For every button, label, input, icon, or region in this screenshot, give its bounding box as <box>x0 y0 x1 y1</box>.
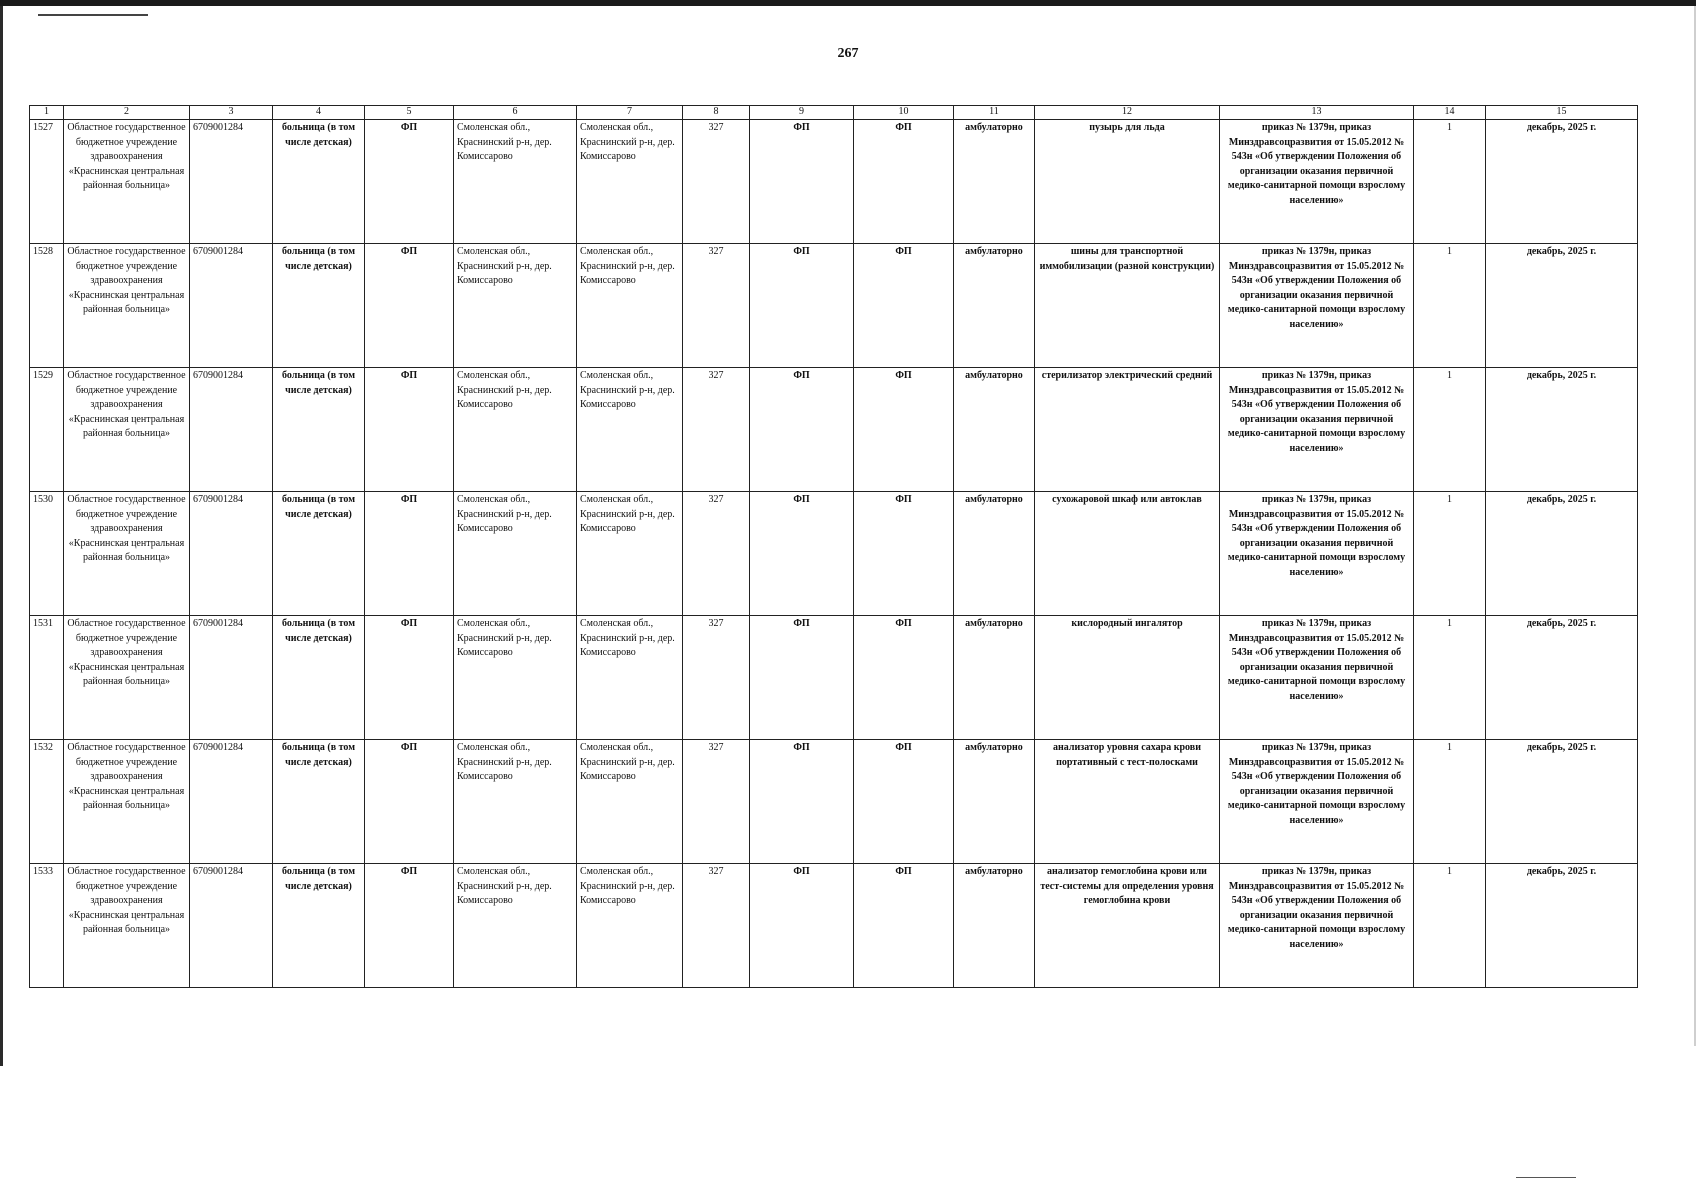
facility-type: больница (в том числе детская) <box>273 368 365 492</box>
table-row <box>30 368 1638 492</box>
legal-basis: приказ № 1379н, приказ Минздравсоцразвития от 15.05.2012 № 543н «Об утверждении Положения об организации оказания первичной медико-санитарной помощи взрослому населению» <box>1220 368 1414 492</box>
col9-value: ФП <box>750 492 854 616</box>
quantity: 1 <box>1414 368 1486 492</box>
unit-type: ФП <box>365 120 454 244</box>
col9-value: ФП <box>750 244 854 368</box>
address-primary: Смоленская обл., Краснинский р-н, дер. Комиссарово <box>454 368 577 492</box>
address-primary: Смоленская обл., Краснинский р-н, дер. Комиссарово <box>454 864 577 988</box>
legal-basis: приказ № 1379н, приказ Минздравсоцразвития от 15.05.2012 № 543н «Об утверждении Положения об организации оказания первичной медико-санитарной помощи взрослому населению» <box>1220 864 1414 988</box>
deadline: декабрь, 2025 г. <box>1486 368 1638 492</box>
col10-value: ФП <box>854 244 954 368</box>
row-number: 1530 <box>30 492 64 616</box>
row-number: 1528 <box>30 244 64 368</box>
column-header: 14 <box>1414 106 1486 120</box>
deadline: декабрь, 2025 г. <box>1486 864 1638 988</box>
quantity: 1 <box>1414 492 1486 616</box>
code: 327 <box>683 120 750 244</box>
inn: 6709001284 <box>190 864 273 988</box>
quantity: 1 <box>1414 120 1486 244</box>
registry-table <box>29 105 1638 988</box>
code: 327 <box>683 740 750 864</box>
code: 327 <box>683 244 750 368</box>
deadline: декабрь, 2025 г. <box>1486 616 1638 740</box>
col9-value: ФП <box>750 740 854 864</box>
facility-type: больница (в том числе детская) <box>273 120 365 244</box>
organization-name: Областное государственное бюджетное учреждение здравоохранения «Краснинская центральная районная больница» <box>64 244 190 368</box>
quantity: 1 <box>1414 616 1486 740</box>
column-header: 3 <box>190 106 273 120</box>
col9-value: ФП <box>750 864 854 988</box>
facility-type: больница (в том числе детская) <box>273 616 365 740</box>
col9-value: ФП <box>750 368 854 492</box>
column-header: 6 <box>454 106 577 120</box>
organization-name: Областное государственное бюджетное учреждение здравоохранения «Краснинская центральная районная больница» <box>64 740 190 864</box>
column-header: 4 <box>273 106 365 120</box>
address-secondary: Смоленская обл., Краснинский р-н, дер. Комиссарово <box>577 368 683 492</box>
unit-type: ФП <box>365 616 454 740</box>
col10-value: ФП <box>854 864 954 988</box>
code: 327 <box>683 492 750 616</box>
unit-type: ФП <box>365 864 454 988</box>
equipment: анализатор гемоглобина крови или тест-системы для определения уровня гемоглобина крови <box>1035 864 1220 988</box>
facility-type: больница (в том числе детская) <box>273 740 365 864</box>
legal-basis: приказ № 1379н, приказ Минздравсоцразвития от 15.05.2012 № 543н «Об утверждении Положения об организации оказания первичной медико-санитарной помощи взрослому населению» <box>1220 244 1414 368</box>
facility-type: больница (в том числе детская) <box>273 492 365 616</box>
inn: 6709001284 <box>190 492 273 616</box>
address-secondary: Смоленская обл., Краснинский р-н, дер. Комиссарово <box>577 492 683 616</box>
legal-basis: приказ № 1379н, приказ Минздравсоцразвития от 15.05.2012 № 543н «Об утверждении Положения об организации оказания первичной медико-санитарной помощи взрослому населению» <box>1220 120 1414 244</box>
organization-name: Областное государственное бюджетное учреждение здравоохранения «Краснинская центральная районная больница» <box>64 492 190 616</box>
table-row <box>30 740 1638 864</box>
equipment: стерилизатор электрический средний <box>1035 368 1220 492</box>
header-row <box>30 106 1638 120</box>
quantity: 1 <box>1414 864 1486 988</box>
scan-mark <box>38 14 148 18</box>
organization-name: Областное государственное бюджетное учреждение здравоохранения «Краснинская центральная районная больница» <box>64 616 190 740</box>
address-primary: Смоленская обл., Краснинский р-н, дер. Комиссарово <box>454 740 577 864</box>
row-number: 1533 <box>30 864 64 988</box>
column-header: 15 <box>1486 106 1638 120</box>
unit-type: ФП <box>365 244 454 368</box>
legal-basis: приказ № 1379н, приказ Минздравсоцразвития от 15.05.2012 № 543н «Об утверждении Положения об организации оказания первичной медико-санитарной помощи взрослому населению» <box>1220 616 1414 740</box>
row-number: 1527 <box>30 120 64 244</box>
care-mode: амбулаторно <box>954 244 1035 368</box>
quantity: 1 <box>1414 740 1486 864</box>
care-mode: амбулаторно <box>954 616 1035 740</box>
deadline: декабрь, 2025 г. <box>1486 492 1638 616</box>
table-row <box>30 864 1638 988</box>
table-row <box>30 492 1638 616</box>
column-header: 2 <box>64 106 190 120</box>
table-row <box>30 120 1638 244</box>
address-secondary: Смоленская обл., Краснинский р-н, дер. Комиссарово <box>577 740 683 864</box>
col10-value: ФП <box>854 740 954 864</box>
code: 327 <box>683 368 750 492</box>
row-number: 1529 <box>30 368 64 492</box>
col10-value: ФП <box>854 616 954 740</box>
equipment: сухожаровой шкаф или автоклав <box>1035 492 1220 616</box>
scan-mark <box>1516 1177 1576 1178</box>
column-header: 1 <box>30 106 64 120</box>
address-secondary: Смоленская обл., Краснинский р-н, дер. Комиссарово <box>577 616 683 740</box>
legal-basis: приказ № 1379н, приказ Минздравсоцразвития от 15.05.2012 № 543н «Об утверждении Положения об организации оказания первичной медико-санитарной помощи взрослому населению» <box>1220 492 1414 616</box>
equipment: шины для транспортной иммобилизации (разной конструкции) <box>1035 244 1220 368</box>
code: 327 <box>683 864 750 988</box>
inn: 6709001284 <box>190 244 273 368</box>
column-header: 11 <box>954 106 1035 120</box>
unit-type: ФП <box>365 368 454 492</box>
scan-edge-top <box>0 0 1696 6</box>
care-mode: амбулаторно <box>954 120 1035 244</box>
table-row <box>30 244 1638 368</box>
table-row <box>30 616 1638 740</box>
column-header: 5 <box>365 106 454 120</box>
col9-value: ФП <box>750 616 854 740</box>
unit-type: ФП <box>365 740 454 864</box>
column-header: 7 <box>577 106 683 120</box>
column-header: 10 <box>854 106 954 120</box>
inn: 6709001284 <box>190 368 273 492</box>
col10-value: ФП <box>854 368 954 492</box>
equipment: пузырь для льда <box>1035 120 1220 244</box>
deadline: декабрь, 2025 г. <box>1486 244 1638 368</box>
inn: 6709001284 <box>190 616 273 740</box>
page-number: 267 <box>837 46 859 61</box>
unit-type: ФП <box>365 492 454 616</box>
address-primary: Смоленская обл., Краснинский р-н, дер. Комиссарово <box>454 244 577 368</box>
organization-name: Областное государственное бюджетное учреждение здравоохранения «Краснинская центральная районная больница» <box>64 120 190 244</box>
col9-value: ФП <box>750 120 854 244</box>
address-secondary: Смоленская обл., Краснинский р-н, дер. Комиссарово <box>577 864 683 988</box>
column-header: 12 <box>1035 106 1220 120</box>
code: 327 <box>683 616 750 740</box>
address-primary: Смоленская обл., Краснинский р-н, дер. Комиссарово <box>454 492 577 616</box>
inn: 6709001284 <box>190 740 273 864</box>
column-header: 9 <box>750 106 854 120</box>
organization-name: Областное государственное бюджетное учреждение здравоохранения «Краснинская центральная районная больница» <box>64 368 190 492</box>
care-mode: амбулаторно <box>954 864 1035 988</box>
deadline: декабрь, 2025 г. <box>1486 740 1638 864</box>
equipment: анализатор уровня сахара крови портативный с тест-полосками <box>1035 740 1220 864</box>
column-header: 13 <box>1220 106 1414 120</box>
care-mode: амбулаторно <box>954 492 1035 616</box>
row-number: 1532 <box>30 740 64 864</box>
deadline: декабрь, 2025 г. <box>1486 120 1638 244</box>
care-mode: амбулаторно <box>954 740 1035 864</box>
col10-value: ФП <box>854 492 954 616</box>
scan-edge-left <box>0 6 3 1066</box>
care-mode: амбулаторно <box>954 368 1035 492</box>
column-header: 8 <box>683 106 750 120</box>
address-secondary: Смоленская обл., Краснинский р-н, дер. Комиссарово <box>577 244 683 368</box>
col10-value: ФП <box>854 120 954 244</box>
organization-name: Областное государственное бюджетное учреждение здравоохранения «Краснинская центральная районная больница» <box>64 864 190 988</box>
address-primary: Смоленская обл., Краснинский р-н, дер. Комиссарово <box>454 120 577 244</box>
facility-type: больница (в том числе детская) <box>273 244 365 368</box>
address-primary: Смоленская обл., Краснинский р-н, дер. Комиссарово <box>454 616 577 740</box>
equipment: кислородный ингалятор <box>1035 616 1220 740</box>
row-number: 1531 <box>30 616 64 740</box>
inn: 6709001284 <box>190 120 273 244</box>
legal-basis: приказ № 1379н, приказ Минздравсоцразвития от 15.05.2012 № 543н «Об утверждении Положения об организации оказания первичной медико-санитарной помощи взрослому населению» <box>1220 740 1414 864</box>
facility-type: больница (в том числе детская) <box>273 864 365 988</box>
address-secondary: Смоленская обл., Краснинский р-н, дер. Комиссарово <box>577 120 683 244</box>
quantity: 1 <box>1414 244 1486 368</box>
